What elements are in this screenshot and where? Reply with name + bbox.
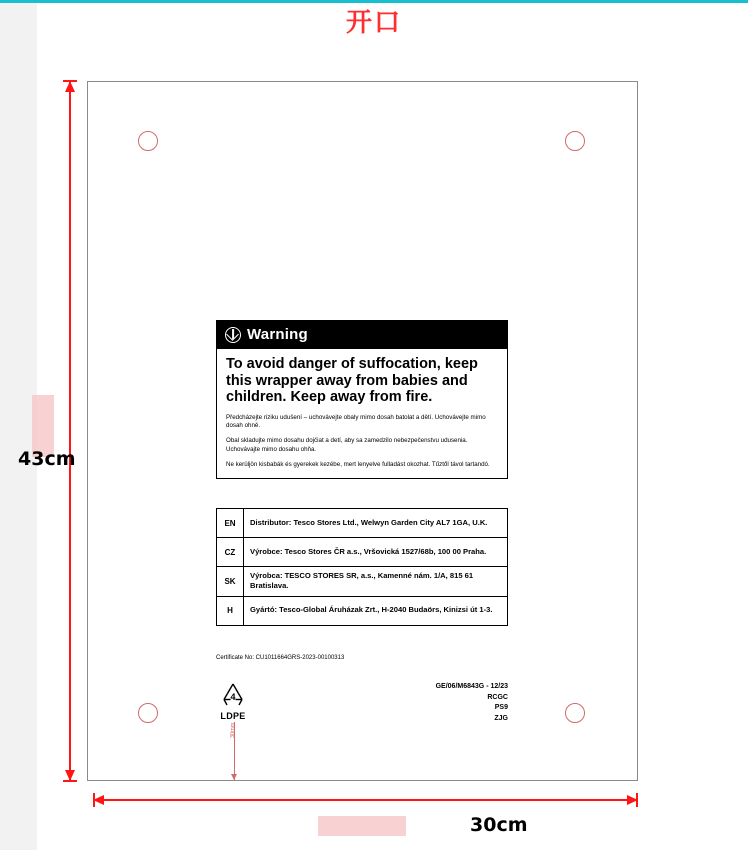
arrow-down-icon	[65, 770, 75, 781]
code-line: ZJG	[494, 714, 508, 722]
recycle-number: 4	[230, 692, 236, 702]
table-row	[217, 567, 507, 597]
warning-header-text: Warning	[247, 326, 308, 343]
small-dimension-label: 30mm	[230, 722, 236, 738]
distributor-text: Výrobca: TESCO STORES SR, a.s., Kamenné nám. 1/A, 815 61 Bratislava.	[250, 571, 474, 591]
width-dimension-line	[93, 799, 638, 801]
distributor-text: Distributor: Tesco Stores Ltd., Welwyn Garden City AL7 1GA, U.K.	[250, 517, 488, 527]
table-row	[217, 509, 507, 538]
product-codes	[380, 682, 508, 724]
warning-text-sk: Obal skladujte mimo dosahu dojčiat a detí, aby sa zamedzilo nebezpečenstvu udusenia. Uchovávajte mimo dosahu ohňa.	[226, 437, 468, 453]
table-row	[217, 538, 507, 567]
arrow-left-icon	[93, 795, 104, 805]
language-code: H	[217, 597, 244, 625]
recycle-material-label: LDPE	[220, 711, 246, 721]
warning-header	[217, 321, 507, 349]
arrow-right-icon	[627, 795, 638, 805]
warning-text-cz: Předcházejte riziku udušení – uchovávejte obaly mimo dosah batolat a dětí. Uchovávejte mimo dosah ohně.	[226, 413, 486, 429]
height-dimension-line	[69, 81, 71, 781]
language-code: CZ	[217, 538, 244, 566]
language-code: SK	[217, 567, 244, 596]
vent-hole-bottom-left-icon	[138, 703, 158, 723]
distributor-text: Výrobce: Tesco Stores ČR a.s., Vršovická 1527/68b, 100 00 Praha.	[250, 546, 487, 556]
code-line: PS9	[494, 704, 508, 711]
vent-hole-bottom-right-icon	[565, 703, 585, 723]
certificate-number: Certificate No: CU1011664GRS-2023-00100313	[216, 655, 345, 661]
warning-label	[216, 320, 508, 479]
width-dimension-label: 30cm	[470, 814, 528, 836]
distributor-table	[216, 508, 508, 626]
warning-body	[217, 349, 507, 478]
arrow-up-icon	[65, 81, 75, 92]
code-line: GE/06/M6843G - 12/23	[435, 683, 508, 690]
warning-triangle-icon	[225, 327, 241, 343]
vent-hole-top-right-icon	[565, 131, 585, 151]
pink-smudge-bottom	[318, 816, 406, 836]
recycling-mark	[213, 680, 253, 721]
warning-main-text: To avoid danger of suffocation, keep this wrapper away from babies and children. Keep away from fire.	[226, 356, 478, 406]
table-row	[217, 597, 507, 625]
page-title: 开口	[345, 8, 402, 38]
warning-text-hu: Ne kerüljön kisbabák és gyerekek kezébe, mert lenyelve fulladást okozhat. Tűztől távol tartandó.	[226, 460, 490, 468]
language-code: EN	[217, 509, 244, 537]
vent-hole-top-left-icon	[138, 131, 158, 151]
code-line: RCGC	[487, 693, 508, 701]
height-dimension-label: 43cm	[18, 448, 76, 470]
distributor-text: Gyártó: Tesco-Global Áruházak Zrt., H-2040 Budaörs, Kinizsi út 1-3.	[250, 605, 493, 615]
